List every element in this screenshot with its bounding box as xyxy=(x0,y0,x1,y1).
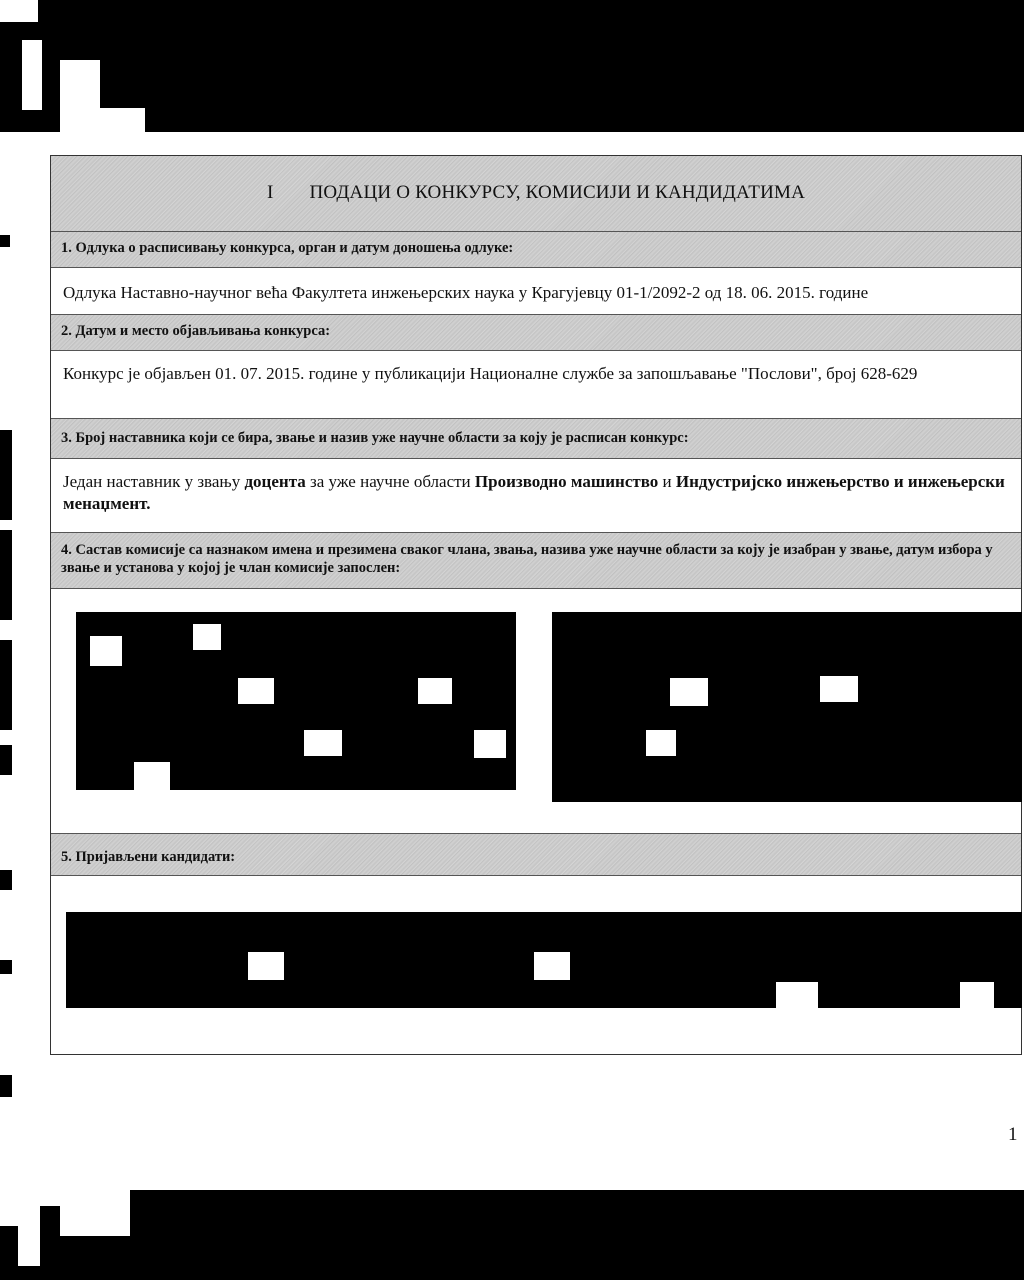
scan-border-left-mark xyxy=(0,235,10,247)
answer-3-part3: и xyxy=(658,472,676,491)
question-2-label: 2. Датум и место објављивања конкурса: xyxy=(61,323,331,339)
question-4-label: 4. Састав комисије са назнаком имена и презимена сваког члана, звања, назива уже научне области за коју је изабран у звање, датум избора у звање и установа у којој је члан комисије запослен: xyxy=(61,542,993,576)
scan-border-top xyxy=(0,0,1024,132)
answer-3-field-1: Производно машинство xyxy=(474,472,659,491)
scan-border-bottom xyxy=(0,1190,1024,1280)
redaction-gap xyxy=(134,762,170,790)
scan-notch xyxy=(60,60,100,132)
answer-3 xyxy=(51,459,1021,533)
question-4 xyxy=(51,533,1021,589)
scan-notch xyxy=(0,0,38,22)
redaction-gap xyxy=(776,982,818,1008)
scan-border-left-mark xyxy=(0,870,12,890)
question-3 xyxy=(51,419,1021,459)
redaction-gap xyxy=(670,678,708,706)
redaction-block xyxy=(552,612,1022,802)
scan-border-left-mark xyxy=(0,960,12,974)
scan-notch xyxy=(40,1190,130,1206)
redaction-gap xyxy=(534,952,570,980)
scan-border-left-mark xyxy=(0,1075,12,1097)
question-2 xyxy=(51,315,1021,351)
redaction-gap xyxy=(238,678,274,704)
answer-3-text xyxy=(51,459,1021,515)
question-1-label: 1. Одлука о расписивању конкурса, орган и датум доношења одлуке: xyxy=(61,240,514,256)
redaction-gap xyxy=(960,982,994,1008)
answer-1-text: Одлука Наставно-научног већа Факултета инжењерских наука у Крагујевцу 01-1/2092-2 од 18. 06. 2015. године xyxy=(63,283,869,302)
redaction-gap xyxy=(90,636,122,666)
answer-1 xyxy=(51,268,1021,315)
page-number: 1 xyxy=(1008,1124,1018,1145)
redaction-gap xyxy=(820,676,858,702)
answer-3-rank: доцента xyxy=(244,472,306,491)
scan-notch xyxy=(60,1206,130,1236)
section-title-text: ПОДАЦИ О КОНКУРСУ, КОМИСИЈИ И КАНДИДАТИМА xyxy=(309,182,806,203)
answer-5-faded-text xyxy=(51,876,1021,912)
section-header xyxy=(51,156,1021,232)
scan-notch xyxy=(22,40,42,110)
scan-notch xyxy=(100,108,145,132)
section-number: I xyxy=(266,182,274,203)
answer-3-part1: Један наставник у звању xyxy=(63,472,245,491)
answer-2-text: Конкурс је објављен 01. 07. 2015. године у публикацији Националне службе за запошљавање "Послови", број 628-629 xyxy=(63,364,918,383)
scan-border-left-mark xyxy=(0,745,12,775)
scan-border-left-mark xyxy=(0,640,12,730)
redaction-gap xyxy=(248,952,284,980)
redaction-gap xyxy=(193,624,221,650)
redaction-gap xyxy=(304,730,342,756)
scan-notch xyxy=(18,1226,40,1266)
answer-3-field-2: Индустријско инжењерство и инжењерски менаџмент. xyxy=(63,472,1005,513)
redaction-gap xyxy=(418,678,452,704)
scan-notch xyxy=(0,1190,40,1226)
scan-border-left-mark xyxy=(0,430,12,520)
redaction-gap xyxy=(646,730,676,756)
question-5 xyxy=(51,834,1021,876)
question-3-label: 3. Број наставника који се бира, звање и назив уже научне области за коју је расписан конкурс: xyxy=(61,430,689,446)
question-5-label: 5. Пријављени кандидати: xyxy=(61,849,236,865)
answer-2 xyxy=(51,351,1021,419)
section-title xyxy=(51,182,1021,204)
scan-border-left-mark xyxy=(0,530,12,620)
redaction-gap xyxy=(474,730,506,758)
question-1 xyxy=(51,232,1021,268)
answer-3-part2: за уже научне области xyxy=(305,472,475,491)
